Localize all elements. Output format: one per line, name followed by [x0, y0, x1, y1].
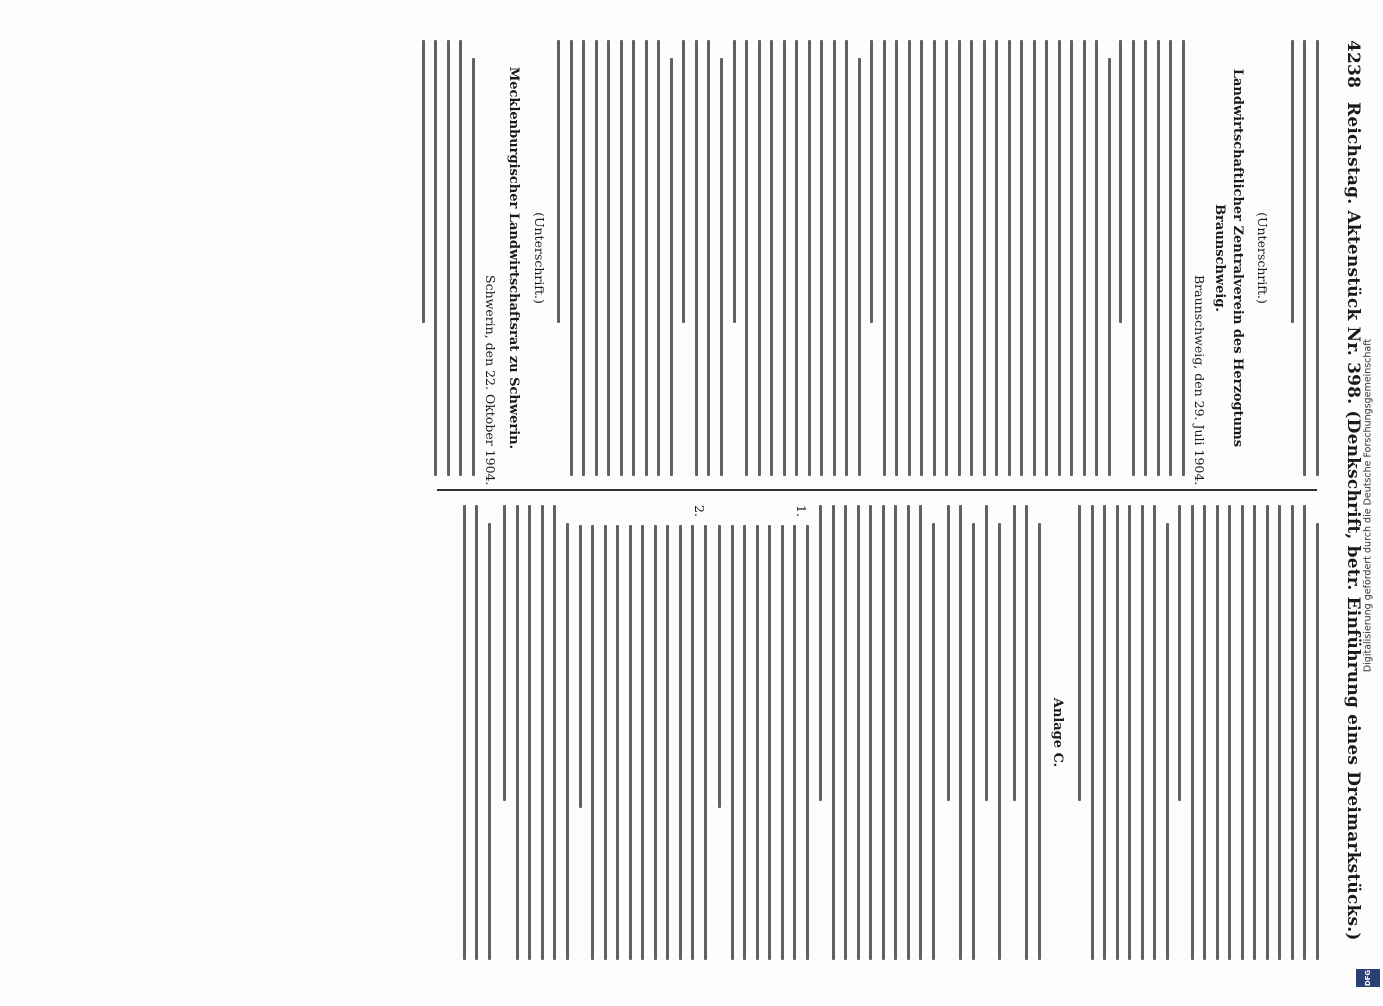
heading-anlage-c: Anlage C.: [1050, 697, 1065, 768]
paragraph-braunschweig-3: [724, 40, 862, 476]
paragraph-braunschweig-4: [673, 40, 723, 476]
list-number-2: 2.: [692, 505, 707, 517]
dateline-mecklenburg: Schwerin, den 22. Oktober 1904.: [483, 275, 498, 486]
list-number-1: 1.: [794, 505, 809, 517]
paragraph-referat: [1004, 505, 1042, 960]
heading-mecklenburg: Mecklenburgischer Landwirtschaftsrat zu Schwerin.: [506, 66, 521, 450]
quotation-question: [938, 505, 976, 960]
digitization-credit-text: Digitalisierung gefördert durch die Deutsche Forschungsgemeinschaft: [1362, 338, 1374, 673]
page-number: 4238: [1343, 40, 1363, 89]
dfg-logo: DFG: [1356, 969, 1380, 987]
paragraph-continuation: [1282, 40, 1320, 476]
paragraph-mecklenburg-2: [1069, 505, 1169, 960]
paragraph-reichstag: [810, 505, 935, 960]
signature-unterschrift-1: (Unterschrift.): [1255, 212, 1270, 304]
paragraph-beduerfnis: [454, 505, 492, 960]
paragraph-discussion: [1169, 505, 1319, 960]
heading-braunschweig-line-2: Braunschweig.: [1212, 204, 1227, 312]
paragraph-braunschweig-2: [861, 40, 1111, 476]
signature-unterschrift-2: (Unterschrift.): [532, 212, 547, 304]
column-divider: [437, 489, 1317, 491]
paragraph-bedeutung: [494, 505, 569, 960]
paragraph-dagegen: [570, 525, 708, 960]
paragraph-mecklenburg-1: [413, 40, 476, 476]
paragraph-braunschweig-1: [1110, 40, 1185, 476]
dateline-braunschweig: Braunschweig, den 29. Juli 1904.: [1192, 275, 1207, 486]
paragraph-dafuer: [709, 525, 809, 960]
paragraph-frage: [976, 505, 1001, 960]
paragraph-braunschweig-5: [548, 40, 673, 476]
running-title: Reichstag. Aktenstück Nr. 398. (Denkschrift, betr. Einführung eines Dreimarkstücks.): [1343, 102, 1363, 941]
heading-braunschweig-line-1: Landwirtschaftlicher Zentralverein des Herzogtums: [1230, 68, 1245, 448]
digitization-credit: [1352, 0, 1383, 1000]
